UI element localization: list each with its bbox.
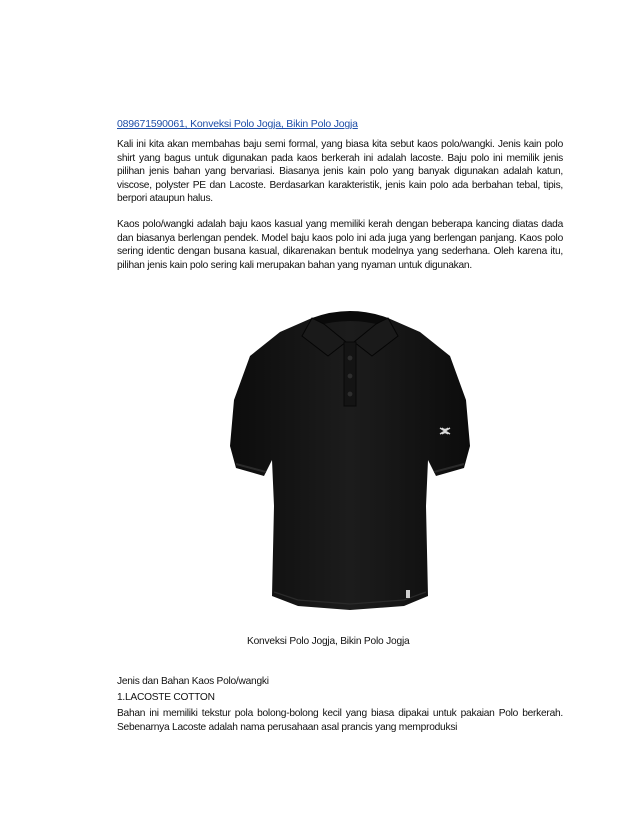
title-link[interactable]: 089671590061, Konveksi Polo Jogja, Bikin Polo Jogja: [117, 118, 358, 130]
button-2: [348, 374, 353, 379]
image-caption: Konveksi Polo Jogja, Bikin Polo Jogja: [247, 636, 410, 647]
second-paragraph: Kaos polo/wangki adalah baju kaos kasual yang memiliki kerah dengan beberapa kancing diatas dada dan biasanya berlengan pendek. Model baju kaos polo ini ada juga yang berlengan panjang. Kaos polo sering identic dengan busana kasual, dikarenakan bentuk modelnya yang sederhana. Oleh karena itu, pilihan jenis kain polo sering kali merupakan bahan yang nyaman untuk digunakan.: [117, 219, 563, 271]
button-3: [348, 392, 353, 397]
intro-paragraph: Kali ini kita akan membahas baju semi formal, yang biasa kita sebut kaos polo/wangki. Jenis kain polo shirt yang bagus untuk digunakan pada kaos berkerah ini adalah lacoste. Baju polo ini memilik jenis pilihan jenis bahan yang bervariasi. Biasanya jenis kain polo yang banyak digunakan adalah katun, viscose, polyster PE dan Lacoste. Berdasarkan karakteristik, jenis kain polo ada berbahan tebal, tipis, berpori ataupun halus.: [117, 139, 563, 205]
hem-tag: [406, 590, 410, 598]
section-heading: Jenis dan Bahan Kaos Polo/wangki: [117, 676, 269, 687]
polo-shirt-illustration: [228, 296, 472, 614]
button-1: [348, 356, 353, 361]
third-paragraph: Bahan ini memiliki tekstur pola bolong-bolong kecil yang biasa dipakai untuk pakaian Polo berkerah. Sebenarnya Lacoste adalah nama perusahaan asal prancis yang memproduksi: [117, 708, 563, 733]
polo-shirt-image: [228, 296, 472, 614]
list-item-lacoste-cotton: 1.LACOSTE COTTON: [117, 692, 215, 703]
